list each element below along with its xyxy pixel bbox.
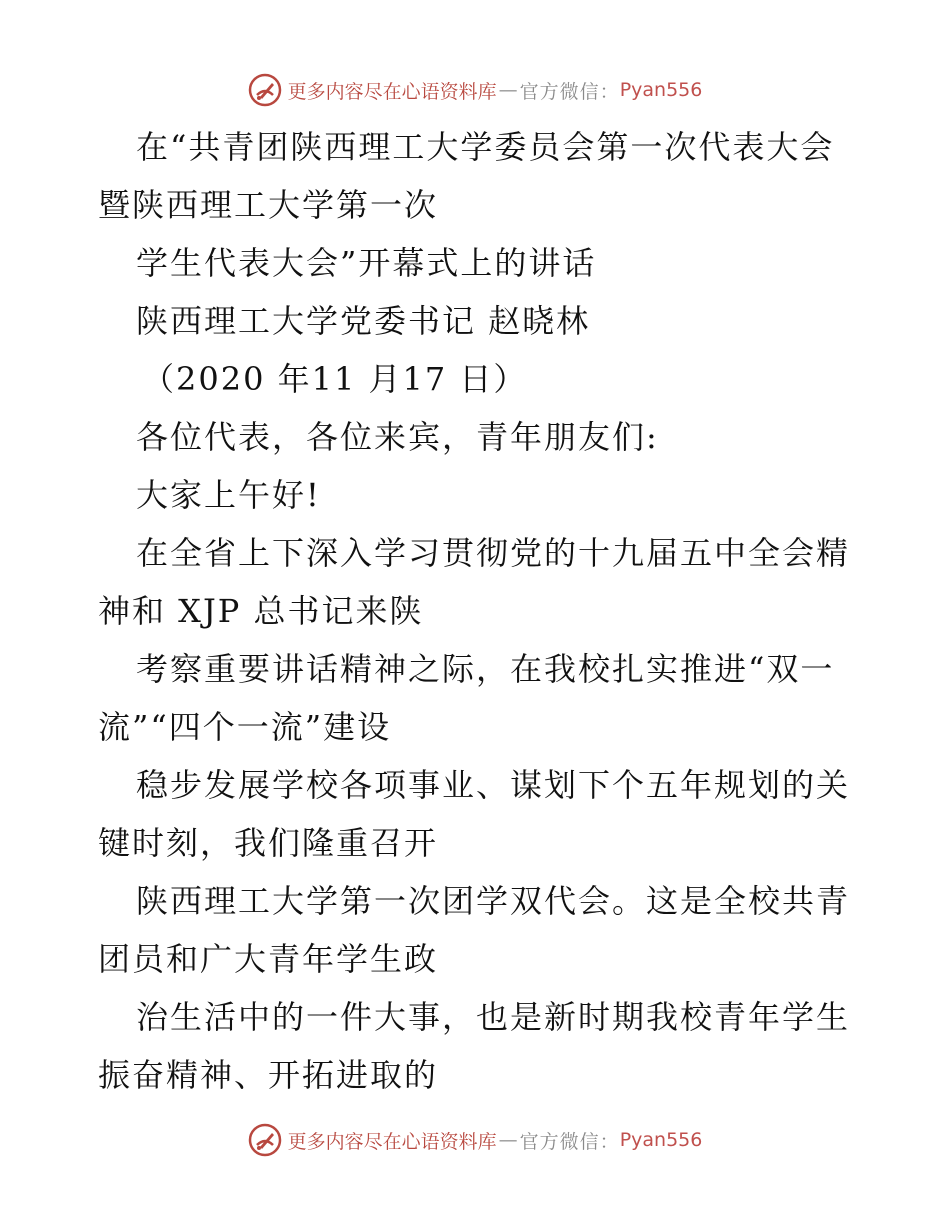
watermark-separator: —: [498, 1129, 518, 1151]
title-line-1: 在“共青团陕西理工大学委员会第一次代表大会: [136, 128, 835, 166]
watermark-wechat-label: 官方微信：: [519, 1130, 620, 1153]
watermark-main-text: 更多内容尽在心语资料库: [287, 1130, 497, 1153]
watermark-wechat-id: Pyan556: [619, 79, 703, 101]
date-line: （2020 年11 月17 日）: [142, 360, 528, 398]
salutation-line: 各位代表，各位来宾，青年朋友们:: [136, 418, 659, 456]
watermark-main-text: 更多内容尽在心语资料库: [287, 80, 497, 103]
paragraph-line: 团员和广大青年学生政: [98, 940, 439, 978]
watermark-header: [0, 70, 950, 110]
paragraph-line: 键时刻，我们隆重召开: [98, 824, 439, 862]
title-line-2: 暨陕西理工大学第一次: [98, 186, 439, 224]
watermark-wechat-label: 官方微信：: [519, 80, 620, 103]
book-pen-logo-icon: [248, 1123, 282, 1157]
paragraph-line: 流”“四个一流”建设: [98, 708, 392, 746]
speaker-line: 陕西理工大学党委书记 赵晓林: [136, 302, 591, 340]
paragraph-line: 稳步发展学校各项事业、谋划下个五年规划的关: [136, 766, 851, 804]
book-pen-logo-icon: [248, 73, 282, 107]
watermark-wechat-id: Pyan556: [619, 1129, 703, 1151]
watermark-separator: —: [498, 79, 518, 101]
document-body: [98, 118, 868, 1104]
paragraph-line: 在全省上下深入学习贯彻党的十九届五中全会精: [136, 534, 851, 572]
paragraph-line: 陕西理工大学第一次团学双代会。这是全校共青: [136, 882, 851, 920]
paragraph-line: 治生活中的一件大事，也是新时期我校青年学生: [136, 998, 851, 1036]
watermark-footer: [0, 1120, 950, 1160]
title-line-3: 学生代表大会”开幕式上的讲话: [136, 244, 597, 282]
paragraph-line: 振奋精神、开拓进取的: [98, 1056, 439, 1094]
paragraph-line: 考察重要讲话精神之际，在我校扎实推进“双一: [136, 650, 835, 688]
paragraph-line: 神和 XJP 总书记来陕: [98, 592, 424, 630]
greeting-line: 大家上午好!: [136, 476, 321, 514]
